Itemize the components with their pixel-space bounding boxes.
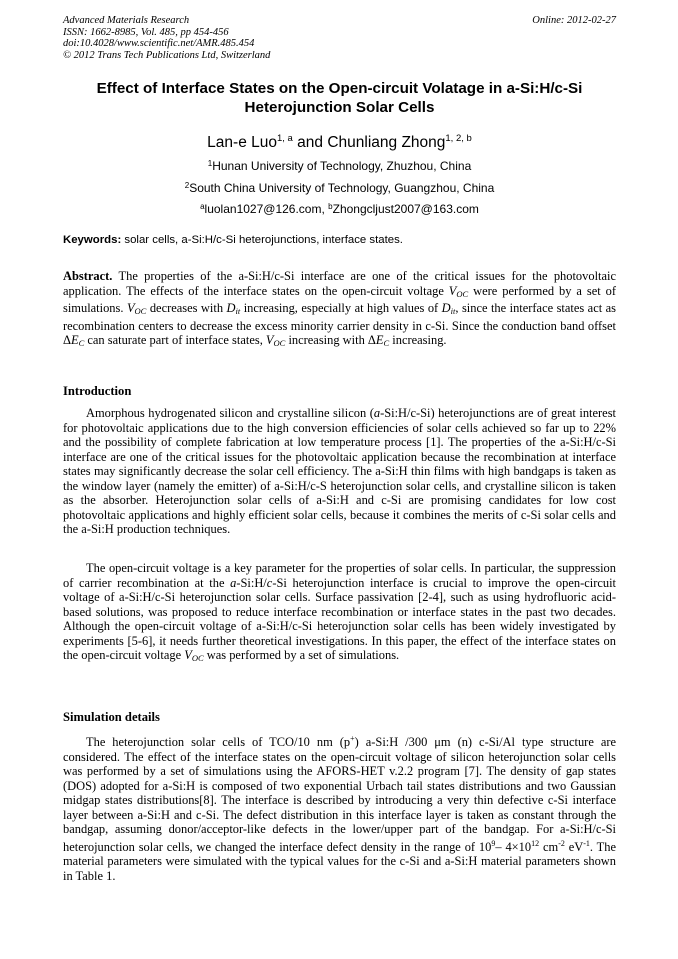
introduction-paragraph-2 [63, 561, 616, 666]
author-1: Lan-e Luo [207, 134, 277, 151]
email-a-mark: a [200, 202, 205, 211]
symbol-dit: D [226, 301, 236, 315]
email-b[interactable]: Zhongcljust2007@163.com [332, 202, 479, 216]
journal-doi: doi:10.4028/www.scientific.net/AMR.485.454 [63, 38, 255, 49]
affiliation-1-text: Hunan University of Technology, Zhuzhou, China [212, 159, 472, 173]
title-line-2: Heterojunction Solar Cells [244, 99, 435, 116]
journal-issn: ISSN: 1662-8985, Vol. 485, pp 454-456 [63, 26, 229, 38]
superscript: -2 [558, 838, 565, 848]
section-heading-introduction: Introduction [63, 384, 132, 398]
symbol-sub: OC [273, 338, 286, 348]
affiliation-2-text: South China University of Technology, Guangzhou, China [189, 181, 495, 195]
abstract-label: Abstract. [63, 269, 113, 283]
symbol-voc: V [448, 283, 457, 298]
symbol-dit: D [441, 301, 451, 315]
abstract-text: increasing, especially at high values of [240, 301, 442, 315]
symbol-sub: it [235, 306, 241, 316]
symbol-ec: E [375, 333, 384, 347]
email-b-mark: b [328, 202, 333, 211]
introduction-paragraph-2-end: was performed by a set of simulations. [203, 648, 400, 662]
introduction-paragraph-2-text: The open-circuit voltage is a key parameter for the properties of solar cells. In particular, the suppression of carrier recombination at the a-Si:H/c-Si heterojunction interface is crucial to improve the open-circuit voltage of a-Si:H/c-Si heterojunction solar cells. Surface passivation [2-4], such as using hydrofluoric acid-based solutions, was proposed to reduce interface recombination or interface states in the past two decades. Although the open-circuit voltage of a-Si:H/c-Si heterojunction solar cells has been widely investigated by experiments [5-6], it needs further theoretical investigations. In this paper, the effect of the interface states on the open-circuit voltage [63, 561, 616, 662]
symbol-voc: V [265, 333, 274, 347]
simulation-paragraph [63, 732, 616, 883]
symbol-sub: OC [191, 653, 204, 663]
affiliation-1-mark: 1 [207, 159, 213, 168]
online-date: Online: 2012-02-27 [532, 15, 616, 26]
keywords [63, 233, 616, 248]
journal-name: Advanced Materials Research [63, 15, 190, 26]
author-emails [63, 199, 616, 217]
symbol-voc: V [126, 301, 135, 315]
author-conjunction: and [292, 134, 328, 151]
simulation-text: The heterojunction solar cells of TCO/10 nm (p [86, 735, 351, 749]
symbol-sub: it [450, 306, 456, 316]
symbol-sub: OC [456, 288, 469, 299]
superscript: + [350, 734, 355, 743]
introduction-paragraph-1: Amorphous hydrogenated silicon and crystalline silicon (a-Si:H/c-Si) heterojunctions are of great interest for photovoltaic applications due to the high conversion efficiencies of solar cells achieved so far up to 22% and the possibility of complete fabrication at low temperature process [1]. The properties of the a-Si:H/c-Si interface are one of the critical issues for the photovoltaic application because the recombination at interface states may significantly decrease the solar cell efficiency. The a-Si:H thin films with high bandgaps is taken as the window layer (namely the emitter) of a-Si:H/c-S heterojunction solar cells, and crystalline silicon is taken as the absorber. Heterojunction solar cells of a-Si:H and c-Si are promising candidates for low cost photovoltaic applications and highly efficient solar cells, because it combines the merits of c-Si solar cells and the a-Si:H production techniques. [63, 406, 616, 536]
author-list [63, 129, 616, 153]
symbol-sub: C [383, 338, 390, 348]
symbol-sub: OC [134, 306, 147, 316]
symbol-ec: E [71, 333, 79, 347]
abstract-text: were performed by a set of simulations. [63, 283, 616, 315]
abstract-text: decreases with [146, 301, 227, 315]
simulation-text: cm [539, 839, 559, 854]
abstract-text: , since the interface states act as recombination centers to decrease the excess minority carrier density in c-Si. Since the conduction band offset Δ [63, 301, 617, 347]
author-2: Chunliang Zhong [327, 134, 446, 151]
symbol-sub: C [78, 338, 85, 348]
abstract-text: increasing with Δ [285, 333, 376, 347]
superscript: 9 [491, 838, 496, 848]
abstract-text: The properties of the a-Si:H/c-Si interface are one of the critical issues for the photovoltaic application. The effects of the interface states on the open-circuit voltage [63, 269, 616, 298]
superscript: -1 [583, 838, 590, 848]
affiliation-2 [63, 178, 616, 196]
symbol-voc: V [184, 648, 192, 662]
simulation-text: – 4×10 [495, 839, 532, 854]
title-line-1: Effect of Interface States on the Open-circuit Volatage in a-Si:H/c-Si [96, 80, 583, 97]
author-2-affiliation-mark: 1, 2, b [445, 133, 472, 144]
author-1-affiliation-mark: 1, a [276, 133, 293, 144]
superscript: 12 [531, 838, 540, 848]
section-heading-simulation: Simulation details [63, 710, 160, 724]
keywords-label: Keywords: [63, 234, 122, 246]
abstract-text: can saturate part of interface states, [84, 333, 266, 347]
simulation-text: eV [564, 839, 584, 854]
abstract-text: increasing. [389, 333, 447, 347]
paper-title [63, 79, 616, 117]
abstract [63, 269, 616, 351]
simulation-text: ) a-Si:H /300 μm (n) c-Si/Al type structure are considered. The effect of the interface states on the open-circuit voltage of silicon heterojunction solar cells was performed by a set of simulations using the AFORS-HET v.2.2 program [7]. The density of gap states (DOS) adopted for a-Si:H is composed of two exponential Urbach tail states distributions and two Gaussian midgap states distributions[8]. The interface is described by introducing a very thin defective c-Si interface layer between a-Si:H and c-Si. The defect distribution in this interface layer is taken as constant through the bandgap, assuming donor/acceptor-like defects in the lower/upper part of the bandgap. For a-Si:H/c-Si heterojunction solar cells, we changed the interface defect density in the range of 10 [63, 735, 616, 854]
keywords-text: solar cells, a-Si:H/c-Si heterojunctions, interface states. [121, 234, 403, 246]
simulation-text: . The material parameters were simulated with the typical values for the c-Si and a-Si:H material parameters shown in Table 1. [63, 839, 616, 883]
email-a[interactable]: luolan1027@126.com, [204, 202, 329, 216]
journal-header [63, 15, 616, 61]
journal-copyright: © 2012 Trans Tech Publications Ltd, Switzerland [63, 49, 271, 61]
affiliation-1 [63, 156, 616, 174]
affiliation-2-mark: 2 [184, 181, 190, 190]
